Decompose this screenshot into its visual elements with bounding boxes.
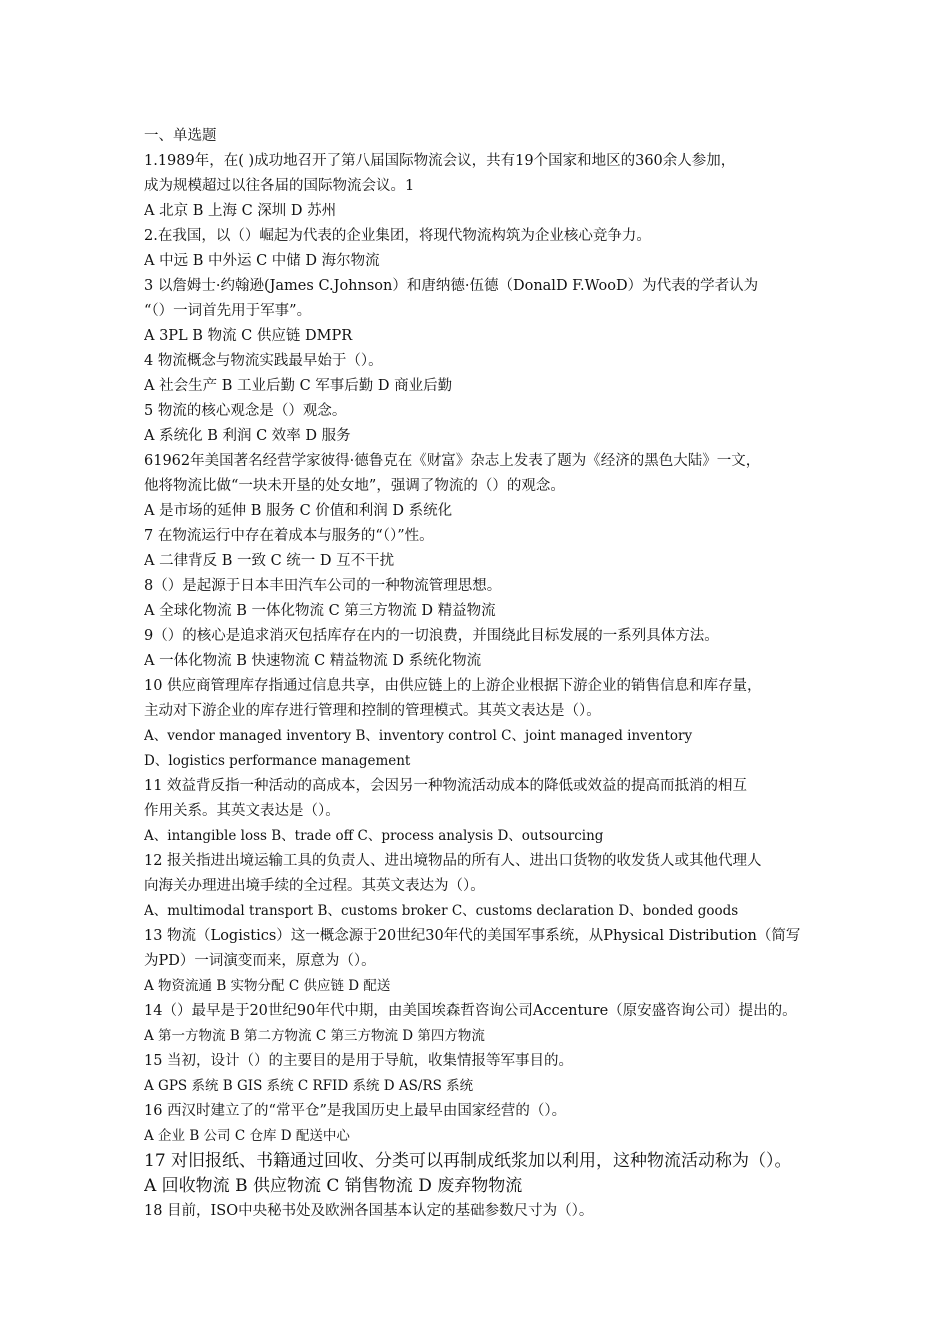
text-line: A 企业 B 公司 C 仓库 D 配送中心 bbox=[144, 1128, 350, 1144]
text-line: A、multimodal transport B、customs broker C、customs declaration D、bonded goods bbox=[144, 903, 739, 919]
text-line: 9（）的核心是追求消灭包括库存在内的一切浪费，并围绕此目标发展的一系列具体方法。 bbox=[144, 628, 719, 644]
text-line: 13 物流（Logistics）这一概念源于20世纪30年代的美国军事系统，从Physical Distribution（简写 bbox=[144, 928, 801, 944]
text-line: A 3PL B 物流 C 供应链 DMPR bbox=[144, 328, 353, 344]
text-line: 1.1989年，在( )成功地召开了第八届国际物流会议，共有19个国家和地区的360余人参加， bbox=[144, 153, 736, 169]
text-line: 3 以詹姆士·约翰逊(James C.Johnson）和唐纳德·伍德（DonalD F.WooD）为代表的学者认为 bbox=[144, 278, 759, 294]
text-line: 主动对下游企业的库存进行管理和控制的管理模式。其英文表达是（）。 bbox=[144, 703, 601, 719]
text-line: 4 物流概念与物流实践最早始于（）。 bbox=[144, 353, 383, 369]
text-line: 5 物流的核心观念是（）观念。 bbox=[144, 403, 347, 419]
text-line: A、vendor managed inventory B、inventory control C、joint managed inventory bbox=[144, 728, 693, 744]
text-line: 10 供应商管理库存指通过信息共享，由供应链上的上游企业根据下游企业的销售信息和库存量， bbox=[144, 678, 762, 694]
question-list bbox=[144, 149, 834, 1224]
text-line: D、logistics performance management bbox=[144, 753, 411, 769]
text-line: A 中远 B 中外运 C 中储 D 海尔物流 bbox=[144, 253, 380, 269]
text-line: A 社会生产 B 工业后勤 C 军事后勤 D 商业后勤 bbox=[144, 378, 453, 394]
text-line: A 系统化 B 利润 C 效率 D 服务 bbox=[144, 428, 351, 444]
text-line: 14（）最早是于20世纪90年代中期，由美国埃森哲咨询公司Accenture（原安盛咨询公司）提出的。 bbox=[144, 1003, 797, 1019]
text-line: 向海关办理进出境手续的全过程。其英文表达为（）。 bbox=[144, 878, 485, 894]
text-line: 作用关系。其英文表达是（）。 bbox=[144, 803, 340, 819]
section-title: 一、单选题 bbox=[144, 128, 217, 144]
text-line: 成为规模超过以往各届的国际物流会议。1 bbox=[144, 178, 415, 194]
text-line: A 是市场的延伸 B 服务 C 价值和利润 D 系统化 bbox=[144, 503, 453, 519]
text-line: 8（）是起源于日本丰田汽车公司的一种物流管理思想。 bbox=[144, 578, 502, 594]
text-line: 7 在物流运行中存在着成本与服务的“（）”性。 bbox=[144, 528, 434, 544]
text-line: A 北京 B 上海 C 深圳 D 苏州 bbox=[144, 203, 337, 219]
text-line: “（）一词首先用于军事”。 bbox=[144, 303, 312, 319]
text-line: A 全球化物流 B 一体化物流 C 第三方物流 D 精益物流 bbox=[144, 603, 496, 619]
text-line: 16 西汉时建立了的“常平仓”是我国历史上最早由国家经营的（）。 bbox=[144, 1103, 567, 1119]
text-line: A GPS 系统 B GIS 系统 C RFID 系统 D AS/RS 系统 bbox=[144, 1078, 474, 1094]
text-line: A 一体化物流 B 快速物流 C 精益物流 D 系统化物流 bbox=[144, 653, 482, 669]
document-page bbox=[144, 124, 834, 1224]
text-line: A 第一方物流 B 第二方物流 C 第三方物流 D 第四方物流 bbox=[144, 1028, 485, 1044]
text-line: 11 效益背反指一种活动的高成本，会因另一种物流活动成本的降低或效益的提高而抵消的相互 bbox=[144, 778, 748, 794]
text-line: 12 报关指进出境运输工具的负责人、进出境物品的所有人、进出口货物的收发货人或其他代理人 bbox=[144, 853, 762, 869]
text-line: A、intangible loss B、trade off C、process analysis D、outsourcing bbox=[144, 828, 604, 844]
text-line: 17 对旧报纸、书籍通过回收、分类可以再制成纸浆加以利用，这种物流活动称为（）。 bbox=[144, 1151, 792, 1171]
text-line: A 回收物流 B 供应物流 C 销售物流 D 废弃物物流 bbox=[144, 1176, 523, 1196]
text-line: 为PD）一词演变而来，原意为（）。 bbox=[144, 953, 376, 969]
text-line: 18 目前，ISO中央秘书处及欧洲各国基本认定的基础参数尺寸为（）。 bbox=[144, 1203, 594, 1219]
text-line: 他将物流比做“一块未开垦的处女地”，强调了物流的（）的观念。 bbox=[144, 478, 565, 494]
text-line: 61962年美国著名经营学家彼得·德鲁克在《财富》杂志上发表了题为《经济的黑色大陆》一文， bbox=[144, 453, 761, 469]
text-line: A 二律背反 B 一致 C 统一 D 互不干扰 bbox=[144, 553, 395, 569]
text-line: A 物资流通 B 实物分配 C 供应链 D 配送 bbox=[144, 978, 391, 994]
text-line: 2.在我国，以（）崛起为代表的企业集团，将现代物流构筑为企业核心竞争力。 bbox=[144, 228, 651, 244]
text-line: 15 当初，设计（）的主要目的是用于导航，收集情报等军事目的。 bbox=[144, 1053, 574, 1069]
